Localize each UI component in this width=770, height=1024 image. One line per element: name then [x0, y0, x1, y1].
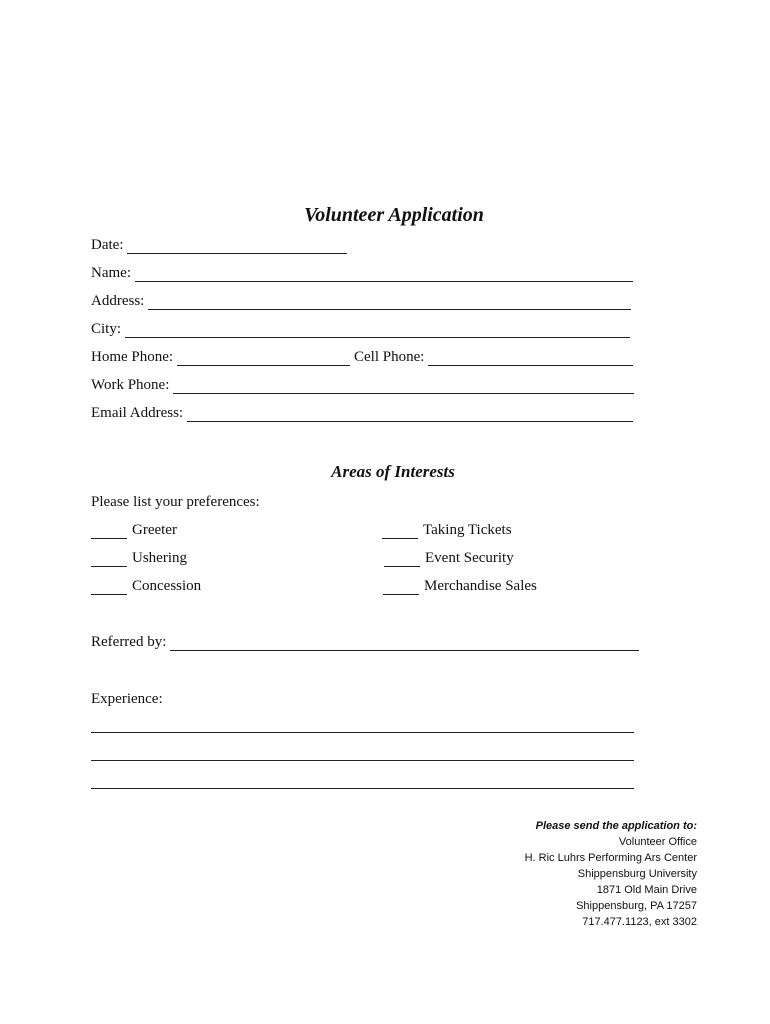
preference-label: Taking Tickets — [423, 522, 512, 538]
mailing-heading: Please send the application to: — [535, 820, 697, 832]
mailing-address-block — [525, 818, 697, 930]
address-input-line[interactable] — [148, 295, 631, 310]
preference-taking-tickets[interactable] — [382, 521, 512, 539]
cell-phone-label: Cell Phone: — [354, 349, 425, 365]
referred-by-label: Referred by: — [91, 634, 167, 650]
name-input-line[interactable] — [135, 267, 633, 282]
city-label: City: — [91, 321, 122, 337]
preference-blank[interactable] — [91, 524, 127, 539]
experience-line-1[interactable] — [91, 732, 634, 733]
preference-blank[interactable] — [382, 524, 418, 539]
referred-by-field[interactable] — [91, 633, 639, 651]
name-label: Name: — [91, 265, 131, 281]
email-input-line[interactable] — [187, 407, 633, 422]
date-input-line[interactable] — [127, 239, 347, 254]
preference-ushering[interactable] — [91, 549, 187, 567]
preference-blank[interactable] — [91, 552, 127, 567]
preference-concession[interactable] — [91, 577, 201, 595]
preference-blank[interactable] — [384, 552, 420, 567]
home-phone-field[interactable] — [91, 348, 350, 366]
mailing-line: 1871 Old Main Drive — [596, 884, 697, 896]
mailing-line: 717.477.1123, ext 3302 — [582, 916, 697, 928]
cell-phone-field[interactable] — [354, 348, 633, 366]
home-phone-label: Home Phone: — [91, 349, 174, 365]
cell-phone-input-line[interactable] — [428, 351, 633, 366]
mailing-line: Shippensburg, PA 17257 — [576, 900, 697, 912]
form-title: Volunteer Application — [304, 204, 484, 226]
city-input-line[interactable] — [125, 323, 630, 338]
preference-label: Ushering — [132, 550, 187, 566]
date-label: Date: — [91, 237, 124, 253]
date-field[interactable] — [91, 236, 347, 254]
experience-line-3[interactable] — [91, 788, 634, 789]
work-phone-field[interactable] — [91, 376, 634, 394]
preference-blank[interactable] — [383, 580, 419, 595]
preference-label: Merchandise Sales — [424, 578, 537, 594]
work-phone-input-line[interactable] — [173, 379, 634, 394]
home-phone-input-line[interactable] — [177, 351, 350, 366]
mailing-line: H. Ric Luhrs Performing Ars Center — [524, 852, 697, 864]
preference-greeter[interactable] — [91, 521, 177, 539]
preference-label: Greeter — [132, 522, 177, 538]
email-field[interactable] — [91, 404, 633, 422]
preferences-prompt: Please list your preferences: — [91, 494, 260, 510]
address-label: Address: — [91, 293, 145, 309]
preference-blank[interactable] — [91, 580, 127, 595]
name-field[interactable] — [91, 264, 633, 282]
mailing-line: Volunteer Office — [618, 836, 697, 848]
preference-merchandise-sales[interactable] — [383, 577, 537, 595]
experience-label: Experience: — [91, 691, 163, 707]
interests-heading: Areas of Interests — [331, 462, 455, 481]
preference-label: Concession — [132, 578, 202, 594]
referred-by-input-line[interactable] — [170, 636, 639, 651]
experience-line-2[interactable] — [91, 760, 634, 761]
city-field[interactable] — [91, 320, 630, 338]
email-label: Email Address: — [91, 405, 184, 421]
preference-event-security[interactable] — [384, 549, 514, 567]
address-field[interactable] — [91, 292, 631, 310]
work-phone-label: Work Phone: — [91, 377, 170, 393]
preference-label: Event Security — [425, 550, 514, 566]
mailing-line: Shippensburg University — [577, 868, 697, 880]
